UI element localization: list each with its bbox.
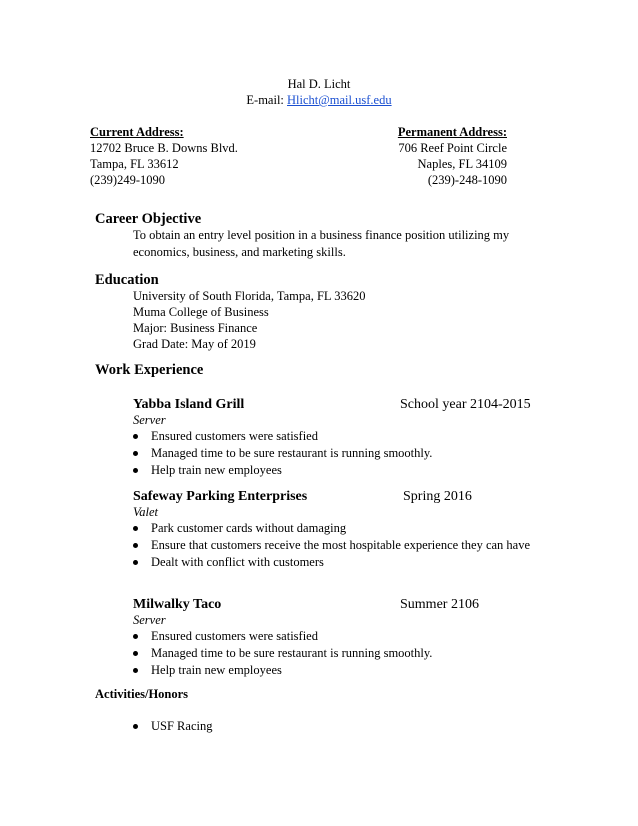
permanent-address-city: Naples, FL 34109 (417, 157, 507, 171)
list-item: Help train new employees (133, 462, 541, 479)
list-item: USF Racing (133, 718, 541, 735)
job-company: Safeway Parking Enterprises (133, 489, 308, 504)
education-title: Education (95, 272, 159, 288)
job-bullets (133, 628, 541, 679)
job-role: Server (133, 413, 166, 427)
job-date: Summer 2106 (400, 597, 479, 612)
job-date: Spring 2016 (403, 489, 472, 504)
list-item: Help train new employees (133, 662, 541, 679)
job-role: Server (133, 613, 166, 627)
list-item: Ensured customers were satisfied (133, 628, 541, 645)
education-grad-date: Grad Date: May of 2019 (133, 337, 256, 351)
permanent-address-street: 706 Reef Point Circle (398, 141, 507, 155)
education-major: Major: Business Finance (133, 321, 258, 335)
list-item: Park customer cards without damaging (133, 520, 541, 537)
education-school: University of South Florida, Tampa, FL 33620 (133, 289, 366, 303)
permanent-address-phone: (239)-248-1090 (427, 173, 507, 187)
list-item: Ensure that customers receive the most hospitable experience they can have (133, 537, 541, 554)
list-item: Managed time to be sure restaurant is running smoothly. (133, 445, 541, 462)
list-item: Ensured customers were satisfied (133, 428, 541, 445)
resume-name: Hal D. Licht (287, 77, 351, 91)
work-title: Work Experience (95, 362, 204, 378)
job-company: Yabba Island Grill (133, 397, 245, 412)
list-item: Dealt with conflict with customers (133, 554, 541, 571)
activities-list (133, 718, 541, 735)
activities-title: Activities/Honors (95, 687, 189, 701)
email-line (0, 92, 638, 109)
job-bullets (133, 428, 541, 479)
job-role: Valet (133, 505, 158, 519)
permanent-address-label: Permanent Address: (397, 125, 507, 139)
email-link[interactable]: Hlicht@mail.usf.edu (287, 93, 392, 107)
current-address-label: Current Address: (90, 125, 184, 139)
job-bullets (133, 520, 541, 571)
education-college: Muma College of Business (133, 305, 269, 319)
current-address-city: Tampa, FL 33612 (90, 157, 179, 171)
current-address-phone: (239)249-1090 (90, 173, 165, 187)
list-item: Managed time to be sure restaurant is running smoothly. (133, 645, 541, 662)
email-label: E-mail: (246, 93, 284, 107)
current-address-street: 12702 Bruce B. Downs Blvd. (90, 141, 238, 155)
job-company: Milwalky Taco (133, 597, 222, 612)
job-date: School year 2104-2015 (400, 397, 531, 412)
objective-title: Career Objective (95, 211, 202, 227)
objective-text: To obtain an entry level position in a business finance position utilizing my economics, business, and marketing skills. (133, 228, 510, 259)
